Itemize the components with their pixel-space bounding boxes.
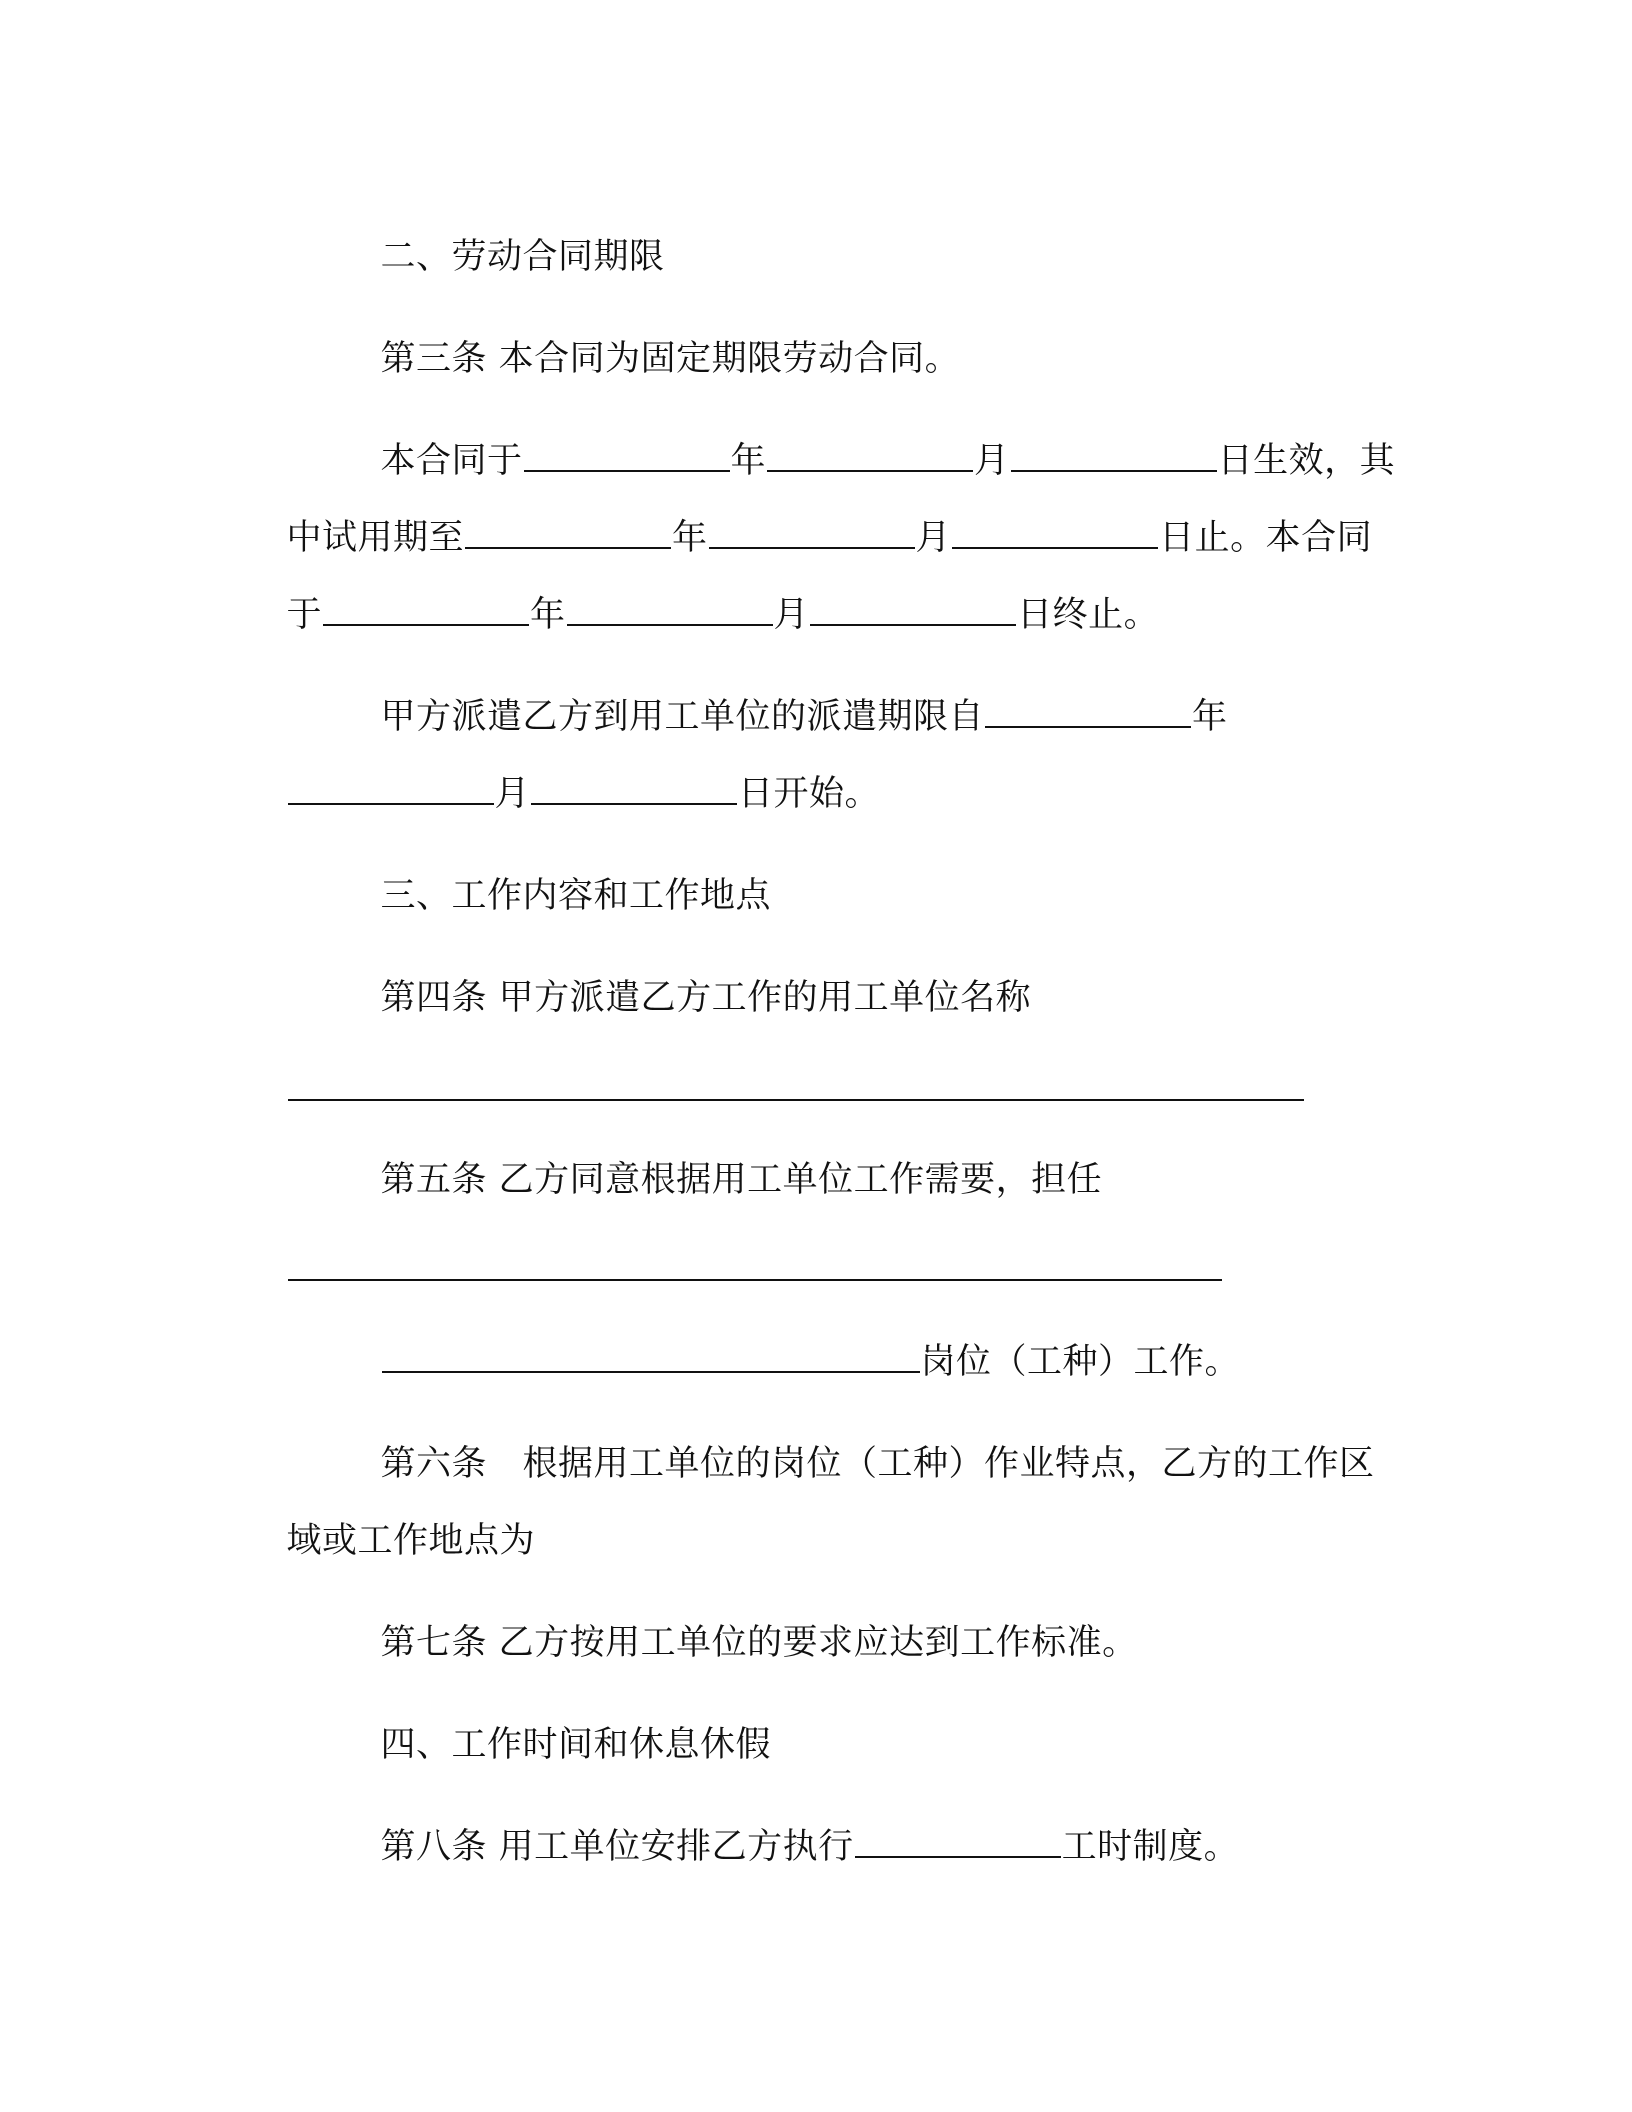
text-segment: 月 [494, 774, 531, 814]
blank-month-lead[interactable] [288, 775, 494, 805]
text-segment: 年 [1192, 697, 1228, 737]
heading-text: 四、工作时间和休息休假 [380, 1725, 772, 1765]
text-segment: 月 [974, 441, 1010, 481]
text-segment: 本合同于 [380, 441, 523, 481]
blank-work-hours-system[interactable] [855, 1828, 1061, 1858]
blank-month[interactable] [567, 596, 773, 626]
text-segment: 月 [773, 595, 810, 635]
text-segment: 月 [915, 518, 952, 558]
blank-day[interactable] [952, 519, 1158, 549]
blank-year[interactable] [524, 442, 730, 472]
blank-position[interactable] [288, 1251, 1222, 1281]
text-segment: 中试用期至 [286, 518, 465, 558]
blank-day[interactable] [810, 596, 1016, 626]
blank-employer-name[interactable] [288, 1071, 1304, 1101]
heading-text: 三、工作内容和工作地点 [380, 876, 772, 916]
text-segment: 日止。本合同 [1159, 518, 1373, 558]
blank-job-type[interactable] [382, 1343, 920, 1373]
text-segment: 年 [530, 595, 566, 635]
article-text: 第四条 甲方派遣乙方工作的用工单位名称 [380, 978, 1032, 1018]
text-segment: 年 [730, 441, 767, 481]
blank-year[interactable] [323, 596, 529, 626]
blank-month[interactable] [767, 442, 973, 472]
blank-day[interactable] [531, 775, 737, 805]
article-text: 域或工作地点为 [286, 1521, 536, 1561]
blank-day[interactable] [1011, 442, 1217, 472]
blank-year[interactable] [985, 698, 1191, 728]
blank-month[interactable] [709, 519, 915, 549]
article-8 [334, 1787, 1484, 1907]
article-text: 第七条 乙方按用工单位的要求应达到工作标准。 [380, 1623, 1138, 1663]
text-segment: 工时制度。 [1061, 1827, 1240, 1867]
heading-text: 二、劳动合同期限 [380, 237, 665, 277]
article-text: 第三条 本合同为固定期限劳动合同。 [380, 339, 961, 379]
text-segment: 日生效，其 [1217, 441, 1396, 481]
blank-year[interactable] [465, 519, 671, 549]
text-segment: 日开始。 [738, 774, 881, 814]
article-text: 第六条 根据用工单位的岗位（工种）作业特点，乙方的工作区 [380, 1444, 1375, 1484]
article-text: 第五条 乙方同意根据用工单位工作需要，担任 [380, 1160, 1103, 1200]
text-segment: 年 [672, 518, 708, 558]
text-segment: 日终止。 [1017, 595, 1160, 635]
text-segment: 于 [286, 595, 323, 635]
text-segment: 甲方派遣乙方到用工单位的派遣期限自 [380, 697, 985, 737]
text-segment: 第八条 用工单位安排乙方执行 [380, 1827, 854, 1867]
text-segment: 岗位（工种）工作。 [920, 1342, 1241, 1382]
